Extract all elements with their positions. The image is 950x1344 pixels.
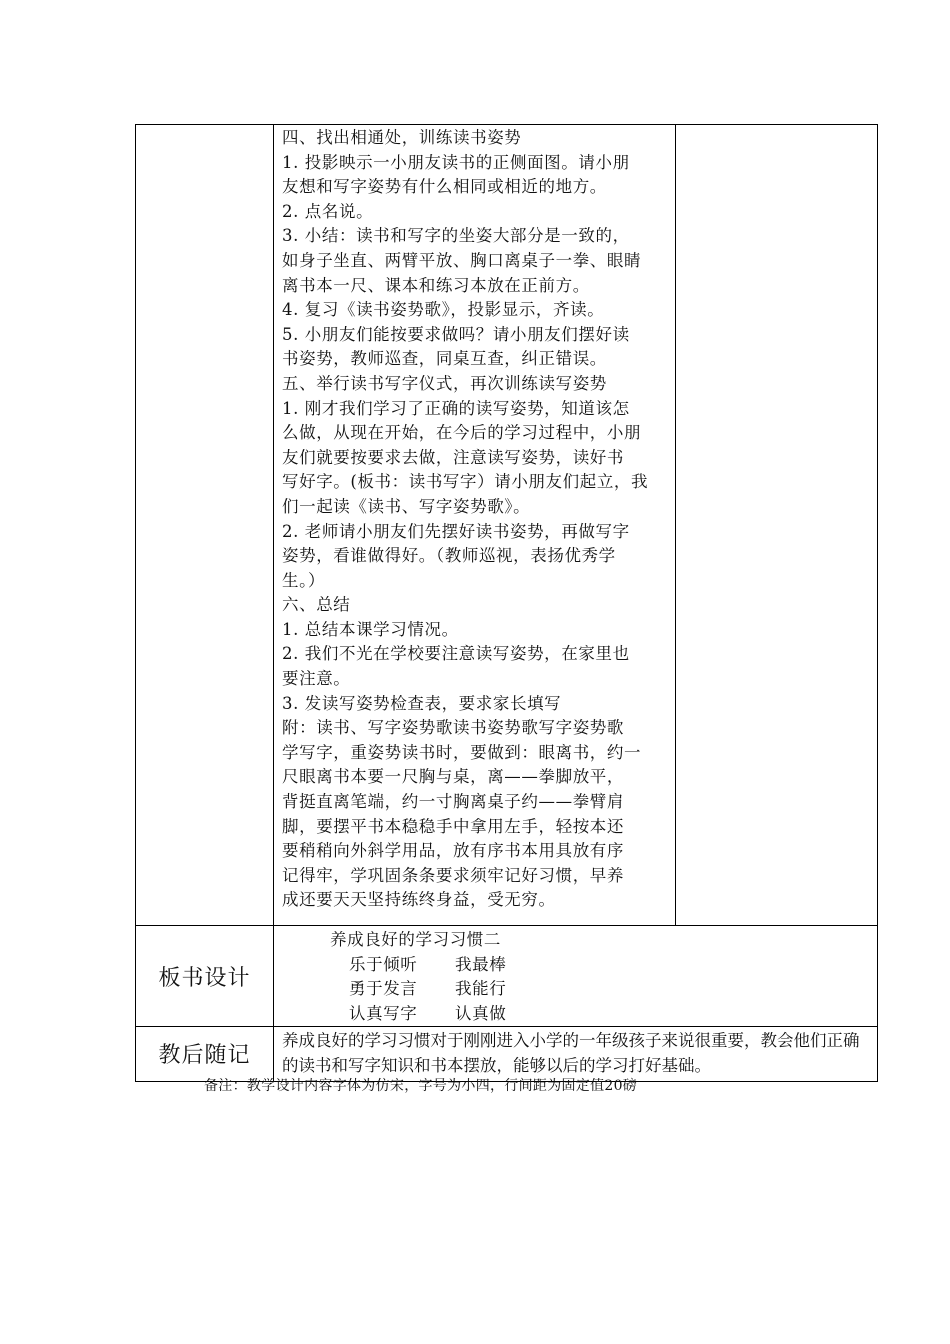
procedure-line: 附：读书、写字姿势歌读书姿势歌写字姿势歌 bbox=[282, 718, 624, 738]
procedure-line: 友想和写字姿势有什么相同或相近的地方。 bbox=[282, 177, 607, 197]
procedure-line: 学写字，重姿势读书时，要做到：眼离书，约一 bbox=[282, 742, 642, 762]
procedure-line: 记得牢，学巩固条条要求须牢记好习惯，早养 bbox=[282, 865, 624, 885]
reflection-row bbox=[136, 1027, 878, 1081]
procedure-text bbox=[274, 125, 675, 917]
procedure-line: 4. 复习《读书姿势歌》，投影显示，齐读。 bbox=[282, 300, 605, 320]
procedure-line: 友们就要按要求去做，注意读写姿势，读好书 bbox=[282, 447, 624, 467]
procedure-line: 书姿势，教师巡查，同桌互查，纠正错误。 bbox=[282, 349, 607, 369]
procedure-line: 六、总结 bbox=[282, 595, 351, 615]
board-item-right: 我最棒 bbox=[455, 954, 507, 974]
procedure-line: 尺眼离书本要一尺胸与桌，离——拳脚放平， bbox=[282, 767, 624, 787]
procedure-line: 么做，从现在开始，在今后的学习过程中，小朋 bbox=[282, 423, 642, 443]
procedure-line: 写好字。(板书：读书写字）请小朋友们起立，我 bbox=[282, 472, 649, 492]
board-design bbox=[274, 926, 877, 1026]
procedure-line: 1. 总结本课学习情况。 bbox=[282, 619, 459, 639]
procedure-line: 五、举行读书写字仪式，再次训练读写姿势 bbox=[282, 373, 607, 393]
footnote: 备注：教学设计内容字体为仿宋，字号为小四，行间距为固定值20磅 bbox=[204, 1078, 638, 1094]
board-item-right: 认真做 bbox=[455, 1003, 507, 1023]
procedure-line: 四、找出相通处，训练读书姿势 bbox=[282, 128, 522, 147]
procedure-notes-cell bbox=[676, 125, 878, 926]
procedure-line: 2. 我们不光在学校要注意读写姿势，在家里也 bbox=[282, 644, 630, 664]
procedure-content-cell bbox=[274, 125, 676, 926]
lesson-plan-table bbox=[135, 124, 878, 1082]
board-row-line bbox=[349, 1002, 877, 1027]
procedure-line: 姿势，看谁做得好。（教师巡视，表扬优秀学 bbox=[282, 546, 616, 566]
procedure-line: 背挺直离笔端，约一寸胸离桌子约——拳臂肩 bbox=[282, 792, 624, 812]
reflection-content-cell bbox=[274, 1027, 878, 1081]
procedure-line: 5. 小朋友们能按要求做吗？请小朋友们摆好读 bbox=[282, 324, 630, 344]
board-row bbox=[136, 926, 878, 1027]
board-row-line bbox=[349, 953, 877, 978]
procedure-line: 3. 发读写姿势检查表，要求家长填写 bbox=[282, 693, 562, 713]
procedure-line: 离书本一尺、课本和练习本放在正前方。 bbox=[282, 275, 590, 295]
procedure-line: 们一起读《读书、写字姿势歌》。 bbox=[282, 496, 531, 516]
procedure-line: 成还要天天坚持练终身益，受无穷。 bbox=[282, 890, 556, 910]
board-title: 养成良好的学习习惯二 bbox=[330, 930, 501, 949]
procedure-label-cell bbox=[136, 125, 274, 926]
procedure-line: 要注意。 bbox=[282, 669, 351, 689]
procedure-line: 2. 点名说。 bbox=[282, 201, 374, 221]
board-item-left: 勇于发言 bbox=[349, 979, 418, 999]
procedure-line: 3. 小结：读书和写字的坐姿大部分是一致的， bbox=[282, 226, 630, 246]
procedure-row bbox=[136, 125, 878, 926]
procedure-line: 要稍稍向外斜学用品，放有序书本用具放有序 bbox=[282, 841, 624, 861]
procedure-line: 如身子坐直、两臂平放、胸口离桌子一拳、眼睛 bbox=[282, 250, 642, 270]
board-item-left: 乐于倾听 bbox=[349, 954, 418, 974]
reflection-label: 教后随记 bbox=[136, 1027, 274, 1081]
procedure-line: 1. 投影映示一小朋友读书的正侧面图。请小朋 bbox=[282, 152, 630, 172]
board-row-line bbox=[349, 977, 877, 1002]
board-item-left: 认真写字 bbox=[349, 1003, 418, 1023]
procedure-line: 生。） bbox=[282, 570, 326, 590]
procedure-line: 1. 刚才我们学习了正确的读写姿势，知道该怎 bbox=[282, 398, 630, 418]
procedure-line: 2. 老师请小朋友们先摆好读书姿势，再做写字 bbox=[282, 521, 630, 541]
board-label: 板书设计 bbox=[136, 926, 274, 1027]
procedure-line: 脚，要摆平书本稳稳手中拿用左手，轻按本还 bbox=[282, 816, 624, 836]
board-item-right: 我能行 bbox=[455, 979, 507, 999]
board-content-cell bbox=[274, 926, 878, 1027]
reflection-text: 养成良好的学习习惯对于刚刚进入小学的一年级孩子来说很重要，教会他们正确的读书和写字知识和书本摆放，能够以后的学习打好基础。 bbox=[282, 1031, 860, 1075]
